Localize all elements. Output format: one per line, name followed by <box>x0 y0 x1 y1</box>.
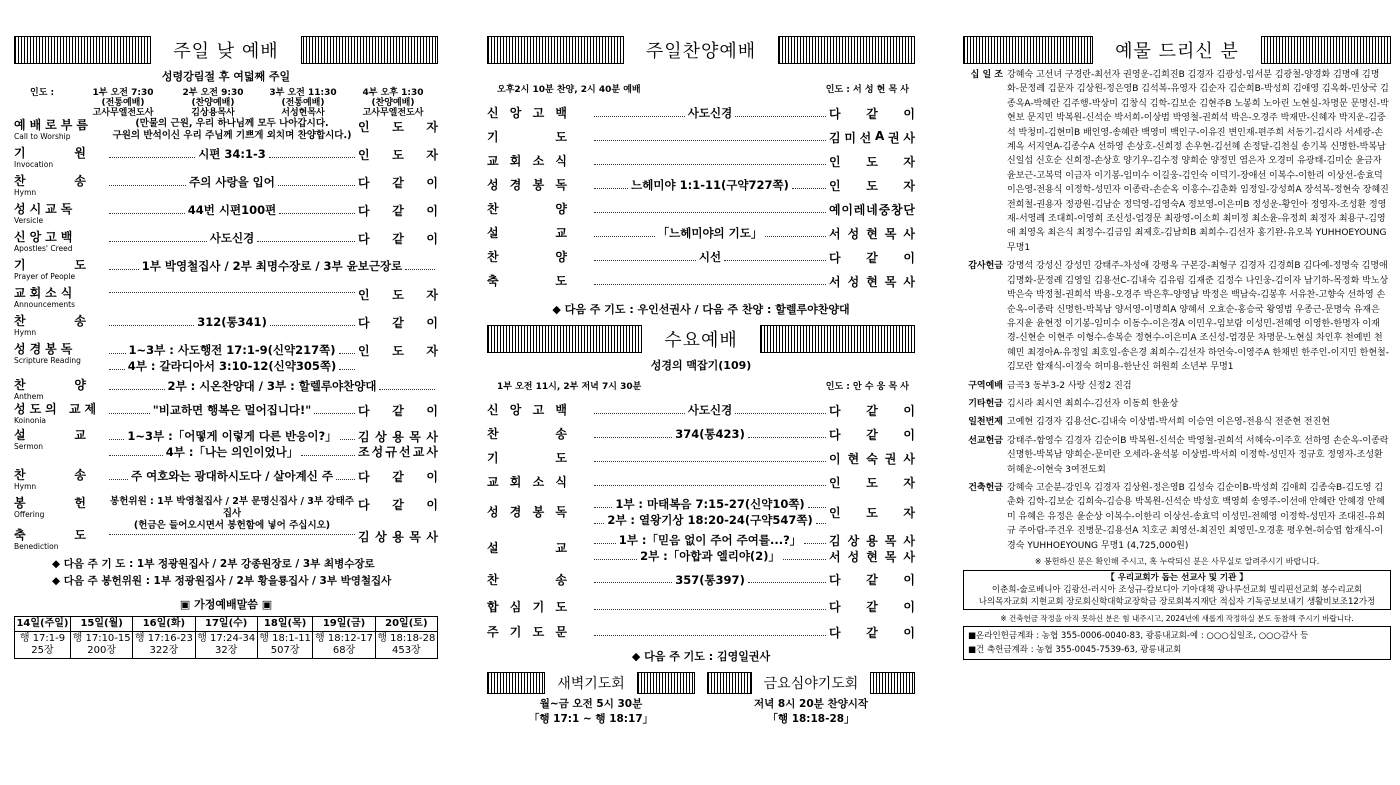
offerings-column <box>963 36 1391 660</box>
worship-item: 찬 양 Anthem 2부 : 시온찬양대 / 3부 : 할렐루야찬양대 <box>14 378 438 402</box>
account-box: ■온라인헌금계좌 : 농협 355-0006-0040-83, 광릉내교회-예 : ○○○십일조, ○○○감사 등 ■건 축헌금계좌 : 농협 355-0045-7539-63, 광릉내교회 <box>963 626 1391 660</box>
verse-day: 17일(수) <box>195 617 257 632</box>
order-of-worship <box>14 118 438 554</box>
worship-item: 찬 송 374(통423) 다 같 이 <box>487 427 915 442</box>
dawn-prayer: 새벽기도회 월~금 오전 5시 30분 「행 17:1 ~ 행 18:17」 <box>487 672 695 727</box>
offerings-banner <box>963 36 1391 64</box>
worship-item: 봉 헌 Offering 봉헌위원 : 1부 박영철집사 / 2부 문명신집사 / 3부 강태주집사 (헌금은 들어오시면서 봉헌함에 넣어 주십시오) 다 같 이 <box>14 496 438 531</box>
offering-category: 십 일 조 강혜숙 고선녀 구경란-최선자 권영운-김희진B 김경자 김광성-임서분 김광철-양경화 김명애 김명화-문정례 김문자 김상원-정은영B 김석복-유영자 김순자 김순희B-박성희 김애영 김옥화-민상국 김종옥A-박혜란 김주행-박상미 김창식 김학-김보순 김현주B 노봉희 노아린 노현실-차명문 문명신-박현보 문지민 박복원-신석순 박서희-이상범 박영철-권희석 박은-오경주 박재만-신혜자 박지운-김중석 박청미-김현미B 배인영-송혜란 백영미 백인구-이유진 변인재-편주희 서동기-김시라 서세광-손계옥 서지연A-김종수A 선하영 손상호-신희정 손우현-김선혜 손정달-김천실 송기복 신명한-박복남 신일섭 신호순 신희정-손상호 양기우-김수정 양희순 양정민 염은자 오경미 유광태-김미순 윤금자 윤보근-고복덕 이금자 이기봉-임미수 이길웅-김인숙 이덕기-장애선 이복수-이한리 이상선-송효덕 이은영-전용식 이정학-성민자 이종락-손순옥 이흥수-김춘화 임정일-강성희A 장석복-정현숙 장혜진 전희철-권용자 정광원-김남순 정덕영-김영숙A 정보영-이은미B 정성운-황인아 정영자-조성환 정영재-서영례 조대희-이영희 조신성-엄경문 최광영-이소희 최미정 최소윤-유정희 최정자 최용구-김영애 최영옥 최은식 최정수-김금임 최제호-김남희B 최희수-김선자 홍기완-유오복 YUHHOEYOUNG 무명1 <box>970 70 1389 253</box>
verse-ref: 행 18:1-11 507장 <box>257 632 313 659</box>
wednesday-title: 수요예배 <box>641 325 761 353</box>
worship-item: 찬 양 예 이 레 네 중 창 단 <box>487 202 915 217</box>
worship-item: 기 도 Prayer of People 1부 박영철집사 / 2부 최명수장로 / 3부 윤보근장로 <box>14 258 438 286</box>
wednesday-header: 1부 오전 11시, 2부 저녁 7시 30분 인도 : 안 수 웅 목 사 <box>497 382 909 392</box>
worship-item: 교회소식 Announcements 인 도 자 <box>14 286 438 309</box>
worship-item: 축 도 서 성 현 목 사 <box>487 274 915 289</box>
worship-item: 찬 송 Hymn 주 여호와는 광대하시도다 / 살아계신 주 다 같 이 <box>14 468 438 491</box>
wednesday-banner <box>487 325 915 353</box>
worship-item: 성시교독 Versicle 44번 시편100편 다 같 이 <box>14 202 438 225</box>
verse-day: 19일(금) <box>313 617 375 632</box>
friday-prayer: 금요심야기도회 저녁 8시 20분 찬양시작 「행 18:18-28」 <box>707 672 915 727</box>
worship-item: 축 도 Benediction 김 상 용 목 사 <box>14 528 438 551</box>
worship-item: 설 교 1부 :「믿음 없이 주어 주여를...?」 2부 :「아합과 엘리야(2)」 김 상 용 목 사 서 성 현 목 사 <box>487 533 915 564</box>
worship-item: 찬 송 Hymn 주의 사랑을 입어 다 같 이 <box>14 174 438 197</box>
verse-day: 14일(주일) <box>15 617 71 632</box>
worship-item: 찬 송 Hymn 312(통341) 다 같 이 <box>14 314 438 337</box>
worship-item: 기 도 김 미 선 A 권 사 <box>487 128 915 145</box>
worship-item: 성경봉독 Scripture Reading 1~3부 : 사도행전 17:1-9(신약217쪽) 4부 : 갈라디아서 3:10-12(신약305쪽) 인 도 자 <box>14 342 438 373</box>
verse-ref: 행 17:1-9 25장 <box>15 632 71 659</box>
next-prayer: ◆ 다음 주 기 도 : 1부 정광원집사 / 2부 강종원장로 / 3부 최병수장로 <box>52 558 375 570</box>
afternoon-worship-title: 주일찬양예배 <box>623 36 779 64</box>
service-schedule: 인도 : 1부 오전 7:30 (전통예배) 고사무엘전도사 2부 오전 9:30 (찬양예배) 김상용목사 3부 오전 11:30 (전통예배) 서성현목사 4부 오후 1:30 (찬양예배) 고사무엘전도사 <box>30 88 424 118</box>
worship-item: 합 심 기 도 다 같 이 <box>487 599 915 614</box>
afternoon-header: 오후2시 10분 찬양, 2시 40분 예배 인도 : 서 성 현 목 사 <box>497 85 909 95</box>
worship-item: 설 교 「느헤미야의 기도」 서 성 현 목 사 <box>487 226 915 241</box>
next-offering: ◆ 다음 주 봉헌위원 : 1부 정광원집사 / 2부 황을룡집사 / 3부 박영철집사 <box>52 575 392 587</box>
afternoon-worship-banner <box>487 36 915 64</box>
worship-item: 신 앙 고 백 사도신경 다 같 이 <box>487 106 915 121</box>
family-worship-title: ▣ 가정예배말씀 ▣ <box>179 598 273 611</box>
worship-item: 교 회 소 식 인 도 자 <box>487 154 915 169</box>
building-note: ※ 건축헌금 작정을 아직 못하신 분은 힘 내주시고, 2024년에 새롭게 작정하실 분도 동참해 주시기 바랍니다. <box>1000 614 1354 623</box>
worship-item: 기 원 Invocation 시편 34:1-3 인 도 자 <box>14 146 438 169</box>
mission-box: 【 우리교회가 돕는 선교사 및 기관 】 이춘희-술로베니아 김광선-러시아 조성규-캄보디아 기아대책 광나루선교회 빌리핀선교회 봉수리교회 나의목자교회 지현교회 장로회신학대학교장학금 장로회복지재단 적십자 기독공보보내기 생활비보조12가정 <box>963 570 1391 610</box>
sunday-worship-title: 주일 낮 예배 <box>150 36 301 64</box>
prayer-meetings <box>487 672 915 727</box>
worship-item: 신 앙 고 백 사도신경 다 같 이 <box>487 403 915 418</box>
verse-ref: 행 17:16-23 322장 <box>133 632 195 659</box>
family-worship-table <box>14 616 438 659</box>
verse-day: 20일(토) <box>375 617 437 632</box>
afternoon-order <box>487 101 915 293</box>
offering-category: 건축헌금 강혜숙 고순분-강인옥 김경자 김상원-정은영B 김성숙 김순이B-박성희 김애희 김종숙B-김도영 김춘화 김학-김보순 김희숙-김승용 박복원-신석순 박성호 백영희 송영주-이선애 안혜란 안혜경 안혜미 유혜은 유정은 윤순상 이복수-이한리 이상선-송효덕 이성민-전혜영 이정학-성민자 조대진-유희규 주아람-주건우 진병문-김용선A 치호군 최영선-최진인 최영민-오경훈 평우현-허승엽 함재식-이경숙 YUHHOEYOUNG 무명1 (4,725,000원) <box>968 482 1386 551</box>
wednesday-subtitle: 성경의 맥잡기(109) <box>650 359 752 372</box>
offering-category: 일천번제 고예현 김경자 김용선C-김내숙 이상범-박서희 이승연 이은영-전용식 전준현 전진현 <box>968 417 1330 428</box>
verse-ref: 행 17:24-34 32장 <box>195 632 257 659</box>
worship-item: 설 교 Sermon 1~3부 :「어떻게 이렇게 다른 반응이?」 4부 :「나는 의인이었나」 김 상 용 목 사 조 성 규 선 교 사 <box>14 428 438 459</box>
afternoon-next: ◆ 다음 주 기도 : 우인선권사 / 다음 주 찬양 : 할렐루야찬양대 <box>552 303 850 316</box>
verse-ref: 행 18:18-28 453장 <box>375 632 437 659</box>
worship-item: 주 기 도 문 다 같 이 <box>487 625 915 640</box>
worship-item: 기 도 이 현 숙 권 사 <box>487 451 915 466</box>
sunday-worship-column <box>14 36 438 659</box>
worship-item: 교 회 소 식 인 도 자 <box>487 475 915 490</box>
offering-list <box>963 68 1391 553</box>
offering-category: 구역예배 금곡3 동부3-2 사랑 신정2 진검 <box>968 380 1132 391</box>
wednesday-next: ◆ 다음 주 기도 : 김영일권사 <box>631 650 771 663</box>
offerings-title: 예물 드리신 분 <box>1092 36 1262 64</box>
verse-day: 16일(화) <box>133 617 195 632</box>
verse-ref: 행 17:10-15 200장 <box>71 632 133 659</box>
wednesday-order <box>487 398 915 644</box>
verse-day: 18일(목) <box>257 617 313 632</box>
worship-item: 신앙고백 Apostles' Creed 사도신경 다 같 이 <box>14 230 438 253</box>
offering-category: 감사헌금 강명석 강성신 강성민 강태주-차성애 강평옥 구본강-최형구 김경자 김경희B 김다예-정명숙 김명애 김명화-문정례 김영일 김용선C-김내숙 김유림 김재준 김정수 나인웅-김이자 남기하-목정화 박노상 박은숙 박정철-권희석 박용-오경주 박은후-양영남 박정은 백남숙-김봉후 서유찬-고향숙 선하영 손순옥-이종락 신명한-박복남 양서영-이명희A 양혜서 오효순-홍승국 왕영범 우종근-문명숙 유재은 유지윤 윤현정 이기봉-임미수 이동수-이은경A 이민우-임보람 이성민-전혜영 이영한-한명자 이재경-신현순 이현주 이형수-송복순 정현수-이은미A 조신성-엄경문 차명문-노현실 차인후 천예빈 천혜민 최경아A-유정일 최호일-송은경 최희수-김선자 하언숙-이영주A 한채빈 한주인-이지민 한현철-김모란 함재식-이경숙 허미용-한난신 허원희 소년부 무명1 <box>968 261 1390 373</box>
worship-item: 성도의 교제 Koinonia "비교하면 행복은 멀어집니다!" 다 같 이 <box>14 402 438 425</box>
offering-category: 선교헌금 강태주-함영수 김경자 김순이B 박복원-신석순 박영철-권희석 서혜숙-이주호 선하영 손순옥-이종락 신명한-박복남 양희순-문미란 오세라-윤석봉 이상범-박서희 이정학-성민자 정규호 정영자-조성환 허혜운-이현숙 3여전도회 <box>968 435 1389 475</box>
worship-item: 예배로부름 Call to Worship (만물의 근원, 우리 하나님께 모두 나아갑시다. 구원의 반석이신 우리 주님께 기쁘게 외치며 찬양합시다.) 인 도 자 <box>14 118 438 141</box>
worship-item: 성 경 봉 독 느헤미야 1:1-11(구약727쪽) 인 도 자 <box>487 178 915 193</box>
verse-day: 15일(월) <box>71 617 133 632</box>
offering-category: 기타헌금 김시라 최시연 최희수-김선자 이동희 한윤상 <box>968 398 1179 409</box>
sunday-subtitle: 성령강림절 후 여덟째 주일 <box>161 70 291 83</box>
worship-item: 찬 송 357(통397) 다 같 이 <box>487 572 915 587</box>
sunday-worship-banner <box>14 36 438 64</box>
verse-ref: 행 18:12-17 68장 <box>313 632 375 659</box>
afternoon-worship-column <box>487 36 915 727</box>
offering-note: ※ 봉헌하신 분은 확인해 주시고, 혹 누락되신 분은 사무실로 알려주시기 바랍니다. <box>1034 557 1320 566</box>
worship-item: 성 경 봉 독 1부 : 마태복음 7:15-27(신약10쪽) 2부 : 열왕기상 18:20-24(구약547쪽) 인 도 자 <box>487 497 915 527</box>
worship-item: 찬 양 시선 다 같 이 <box>487 250 915 265</box>
